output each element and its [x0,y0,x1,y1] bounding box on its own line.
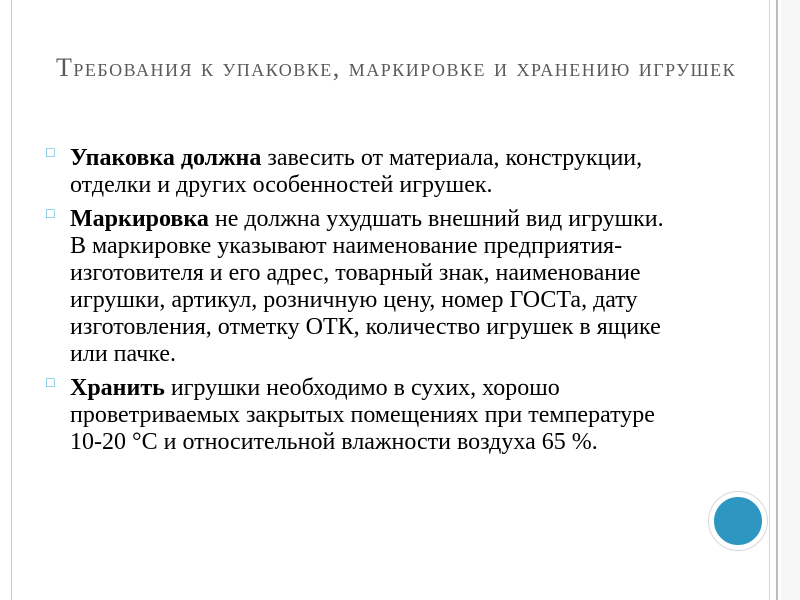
bullet-lead: Маркировка [70,206,209,232]
bullet-text: не должна ухудшать внешний вид игрушки. В маркировке указывают наименование предприятия-изготовителя и его адрес, товарный знак, наименование игрушки, артикул, розничную цену, номер ГОСТа, дату изготовления, отметку ОТК, количество игрушек в ящике или пачке. [70,206,664,367]
blue-circle-decoration [709,492,767,550]
right-frame-band [781,0,800,600]
hollow-square-bullet-icon: □ [46,376,55,391]
bullet-lead: Хранить [70,375,165,401]
bullet-lead: Упаковка должна [70,145,262,171]
right-frame-outer-line [776,0,778,600]
bullet-text: игрушки необходимо в сухих, хорошо проветриваемых закрытых помещениях при температуре 10-20 °С и относительной влажности воздуха 65 %. [70,375,655,455]
bullet-item-packaging [44,145,684,199]
bullet-item-marking [44,206,684,368]
left-frame-line [11,0,12,600]
bullet-list [44,145,684,463]
hollow-square-bullet-icon: □ [46,146,55,161]
right-frame-inner-line [769,0,770,600]
hollow-square-bullet-icon: □ [46,207,55,222]
bullet-text: завесить от материала, конструкции, отделки и других особенностей игрушек. [70,145,643,198]
slide-title: Требования к упаковке, маркировке и хранению игрушек [56,53,737,82]
bullet-item-storage [44,375,684,456]
